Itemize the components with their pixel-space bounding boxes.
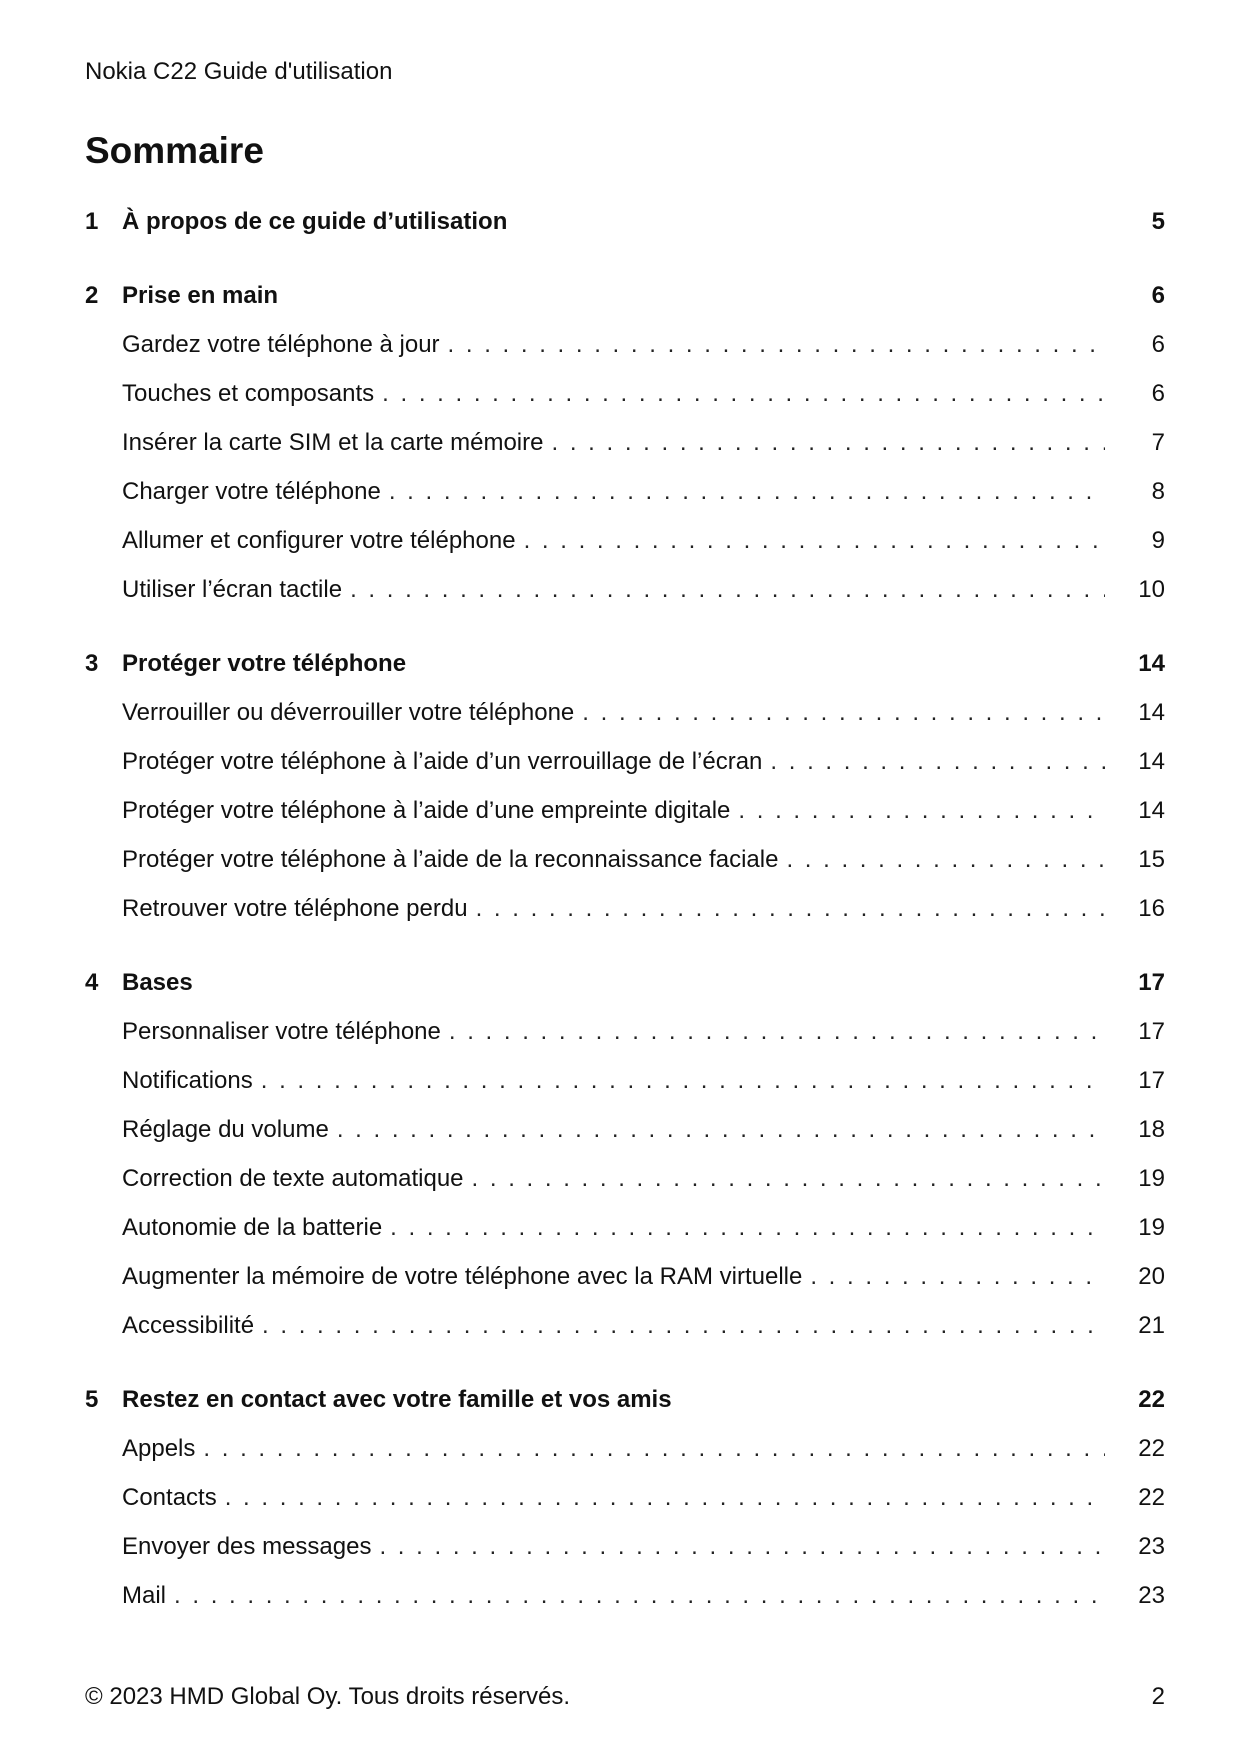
section-title: Prise en main — [122, 282, 279, 309]
toc-entry[interactable] — [85, 1582, 1165, 1631]
entry-title: Envoyer des messages — [122, 1533, 372, 1560]
toc-entry[interactable] — [85, 846, 1165, 895]
dot-leader — [262, 1312, 1105, 1340]
toc-section-heading[interactable] — [85, 282, 1165, 331]
entry-title: Accessibilité — [122, 1312, 255, 1339]
entry-title: Notifications — [122, 1067, 253, 1094]
entry-page-number: 14 — [1138, 797, 1165, 824]
entry-page-number: 23 — [1138, 1533, 1165, 1560]
entry-page-number: 23 — [1138, 1582, 1165, 1609]
toc-entry[interactable] — [85, 1533, 1165, 1582]
copyright-text: © 2023 HMD Global Oy. Tous droits réservés. — [85, 1683, 570, 1710]
entry-title: Insérer la carte SIM et la carte mémoire — [122, 429, 544, 456]
table-of-contents — [85, 208, 1165, 1656]
toc-entry[interactable] — [85, 576, 1165, 625]
dot-leader — [174, 1582, 1105, 1610]
toc-entry[interactable] — [85, 478, 1165, 527]
entry-page-number: 6 — [1151, 331, 1165, 358]
toc-entry[interactable] — [85, 527, 1165, 576]
entry-title: Correction de texte automatique — [122, 1165, 464, 1192]
toc-entry[interactable] — [85, 699, 1165, 748]
entry-page-number: 16 — [1138, 895, 1165, 922]
toc-entry[interactable] — [85, 797, 1165, 846]
dot-leader — [476, 895, 1105, 923]
dot-leader — [770, 748, 1105, 776]
dot-leader — [389, 478, 1105, 506]
entry-title: Augmenter la mémoire de votre téléphone avec la RAM virtuelle — [122, 1263, 803, 1290]
toc-section-heading[interactable] — [85, 1386, 1165, 1435]
entry-page-number: 22 — [1138, 1435, 1165, 1462]
section-page-number: 14 — [1138, 650, 1165, 677]
entry-page-number: 17 — [1138, 1067, 1165, 1094]
dot-leader — [786, 846, 1105, 874]
entry-title: Personnaliser votre téléphone — [122, 1018, 441, 1045]
entry-title: Touches et composants — [122, 380, 375, 407]
dot-leader — [382, 380, 1105, 408]
dot-leader — [390, 1214, 1105, 1242]
toc-entry[interactable] — [85, 331, 1165, 380]
toc-entry[interactable] — [85, 1435, 1165, 1484]
dot-leader — [524, 527, 1105, 555]
section-page-number: 17 — [1138, 969, 1165, 996]
entry-page-number: 20 — [1138, 1263, 1165, 1290]
entry-title: Réglage du volume — [122, 1116, 329, 1143]
toc-entry[interactable] — [85, 429, 1165, 478]
entry-page-number: 18 — [1138, 1116, 1165, 1143]
entry-page-number: 7 — [1151, 429, 1165, 456]
entry-page-number: 15 — [1138, 846, 1165, 873]
toc-entry[interactable] — [85, 1165, 1165, 1214]
entry-title: Appels — [122, 1435, 196, 1462]
page-title: Sommaire — [85, 130, 264, 171]
toc-section — [85, 282, 1165, 625]
entry-page-number: 6 — [1151, 380, 1165, 407]
entry-title: Autonomie de la batterie — [122, 1214, 383, 1241]
section-title: Bases — [122, 969, 193, 996]
entry-title: Verrouiller ou déverrouiller votre téléphone — [122, 699, 575, 726]
section-number: 1 — [85, 208, 99, 235]
entry-title: Retrouver votre téléphone perdu — [122, 895, 468, 922]
dot-leader — [203, 1435, 1105, 1463]
toc-section-heading[interactable] — [85, 650, 1165, 699]
entry-page-number: 14 — [1138, 699, 1165, 726]
dot-leader — [448, 331, 1105, 359]
entry-title: Protéger votre téléphone à l’aide d’un verrouillage de l’écran — [122, 748, 763, 775]
toc-section-heading[interactable] — [85, 208, 1165, 257]
entry-title: Allumer et configurer votre téléphone — [122, 527, 516, 554]
page-footer — [85, 1683, 1165, 1711]
dot-leader — [582, 699, 1105, 727]
entry-page-number: 14 — [1138, 748, 1165, 775]
entry-page-number: 21 — [1138, 1312, 1165, 1339]
dot-leader — [472, 1165, 1105, 1193]
section-number: 2 — [85, 282, 99, 309]
toc-entry[interactable] — [85, 748, 1165, 797]
document-header: Nokia C22 Guide d'utilisation — [85, 58, 393, 85]
dot-leader — [379, 1533, 1105, 1561]
dot-leader — [738, 797, 1105, 825]
toc-section — [85, 650, 1165, 944]
toc-entry[interactable] — [85, 1018, 1165, 1067]
page-number: 2 — [1151, 1683, 1165, 1710]
dot-leader — [551, 429, 1105, 457]
dot-leader — [449, 1018, 1105, 1046]
toc-entry[interactable] — [85, 1312, 1165, 1361]
dot-leader — [225, 1484, 1105, 1512]
entry-title: Mail — [122, 1582, 167, 1609]
toc-entry[interactable] — [85, 895, 1165, 944]
section-page-number: 6 — [1151, 282, 1165, 309]
entry-title: Protéger votre téléphone à l’aide d’une empreinte digitale — [122, 797, 731, 824]
entry-page-number: 19 — [1138, 1165, 1165, 1192]
entry-page-number: 9 — [1151, 527, 1165, 554]
toc-entry[interactable] — [85, 1116, 1165, 1165]
dot-leader — [350, 576, 1105, 604]
toc-entry[interactable] — [85, 1263, 1165, 1312]
toc-entry[interactable] — [85, 380, 1165, 429]
toc-section — [85, 1386, 1165, 1631]
section-number: 3 — [85, 650, 99, 677]
entry-page-number: 17 — [1138, 1018, 1165, 1045]
section-number: 4 — [85, 969, 99, 996]
dot-leader — [261, 1067, 1105, 1095]
section-page-number: 5 — [1151, 208, 1165, 235]
toc-entry[interactable] — [85, 1067, 1165, 1116]
toc-section — [85, 969, 1165, 1361]
toc-section-heading[interactable] — [85, 969, 1165, 1018]
entry-title: Charger votre téléphone — [122, 478, 381, 505]
section-title: À propos de ce guide d’utilisation — [122, 208, 508, 235]
entry-page-number: 22 — [1138, 1484, 1165, 1511]
section-page-number: 22 — [1138, 1386, 1165, 1413]
entry-page-number: 19 — [1138, 1214, 1165, 1241]
section-number: 5 — [85, 1386, 99, 1413]
section-title: Protéger votre téléphone — [122, 650, 407, 677]
dot-leader — [337, 1116, 1105, 1144]
entry-title: Protéger votre téléphone à l’aide de la reconnaissance faciale — [122, 846, 779, 873]
entry-title: Gardez votre téléphone à jour — [122, 331, 440, 358]
entry-page-number: 10 — [1138, 576, 1165, 603]
toc-entry[interactable] — [85, 1214, 1165, 1263]
toc-entry[interactable] — [85, 1484, 1165, 1533]
entry-page-number: 8 — [1151, 478, 1165, 505]
entry-title: Utiliser l’écran tactile — [122, 576, 343, 603]
dot-leader — [810, 1263, 1105, 1291]
entry-title: Contacts — [122, 1484, 217, 1511]
section-title: Restez en contact avec votre famille et vos amis — [122, 1386, 672, 1413]
toc-section — [85, 208, 1165, 257]
